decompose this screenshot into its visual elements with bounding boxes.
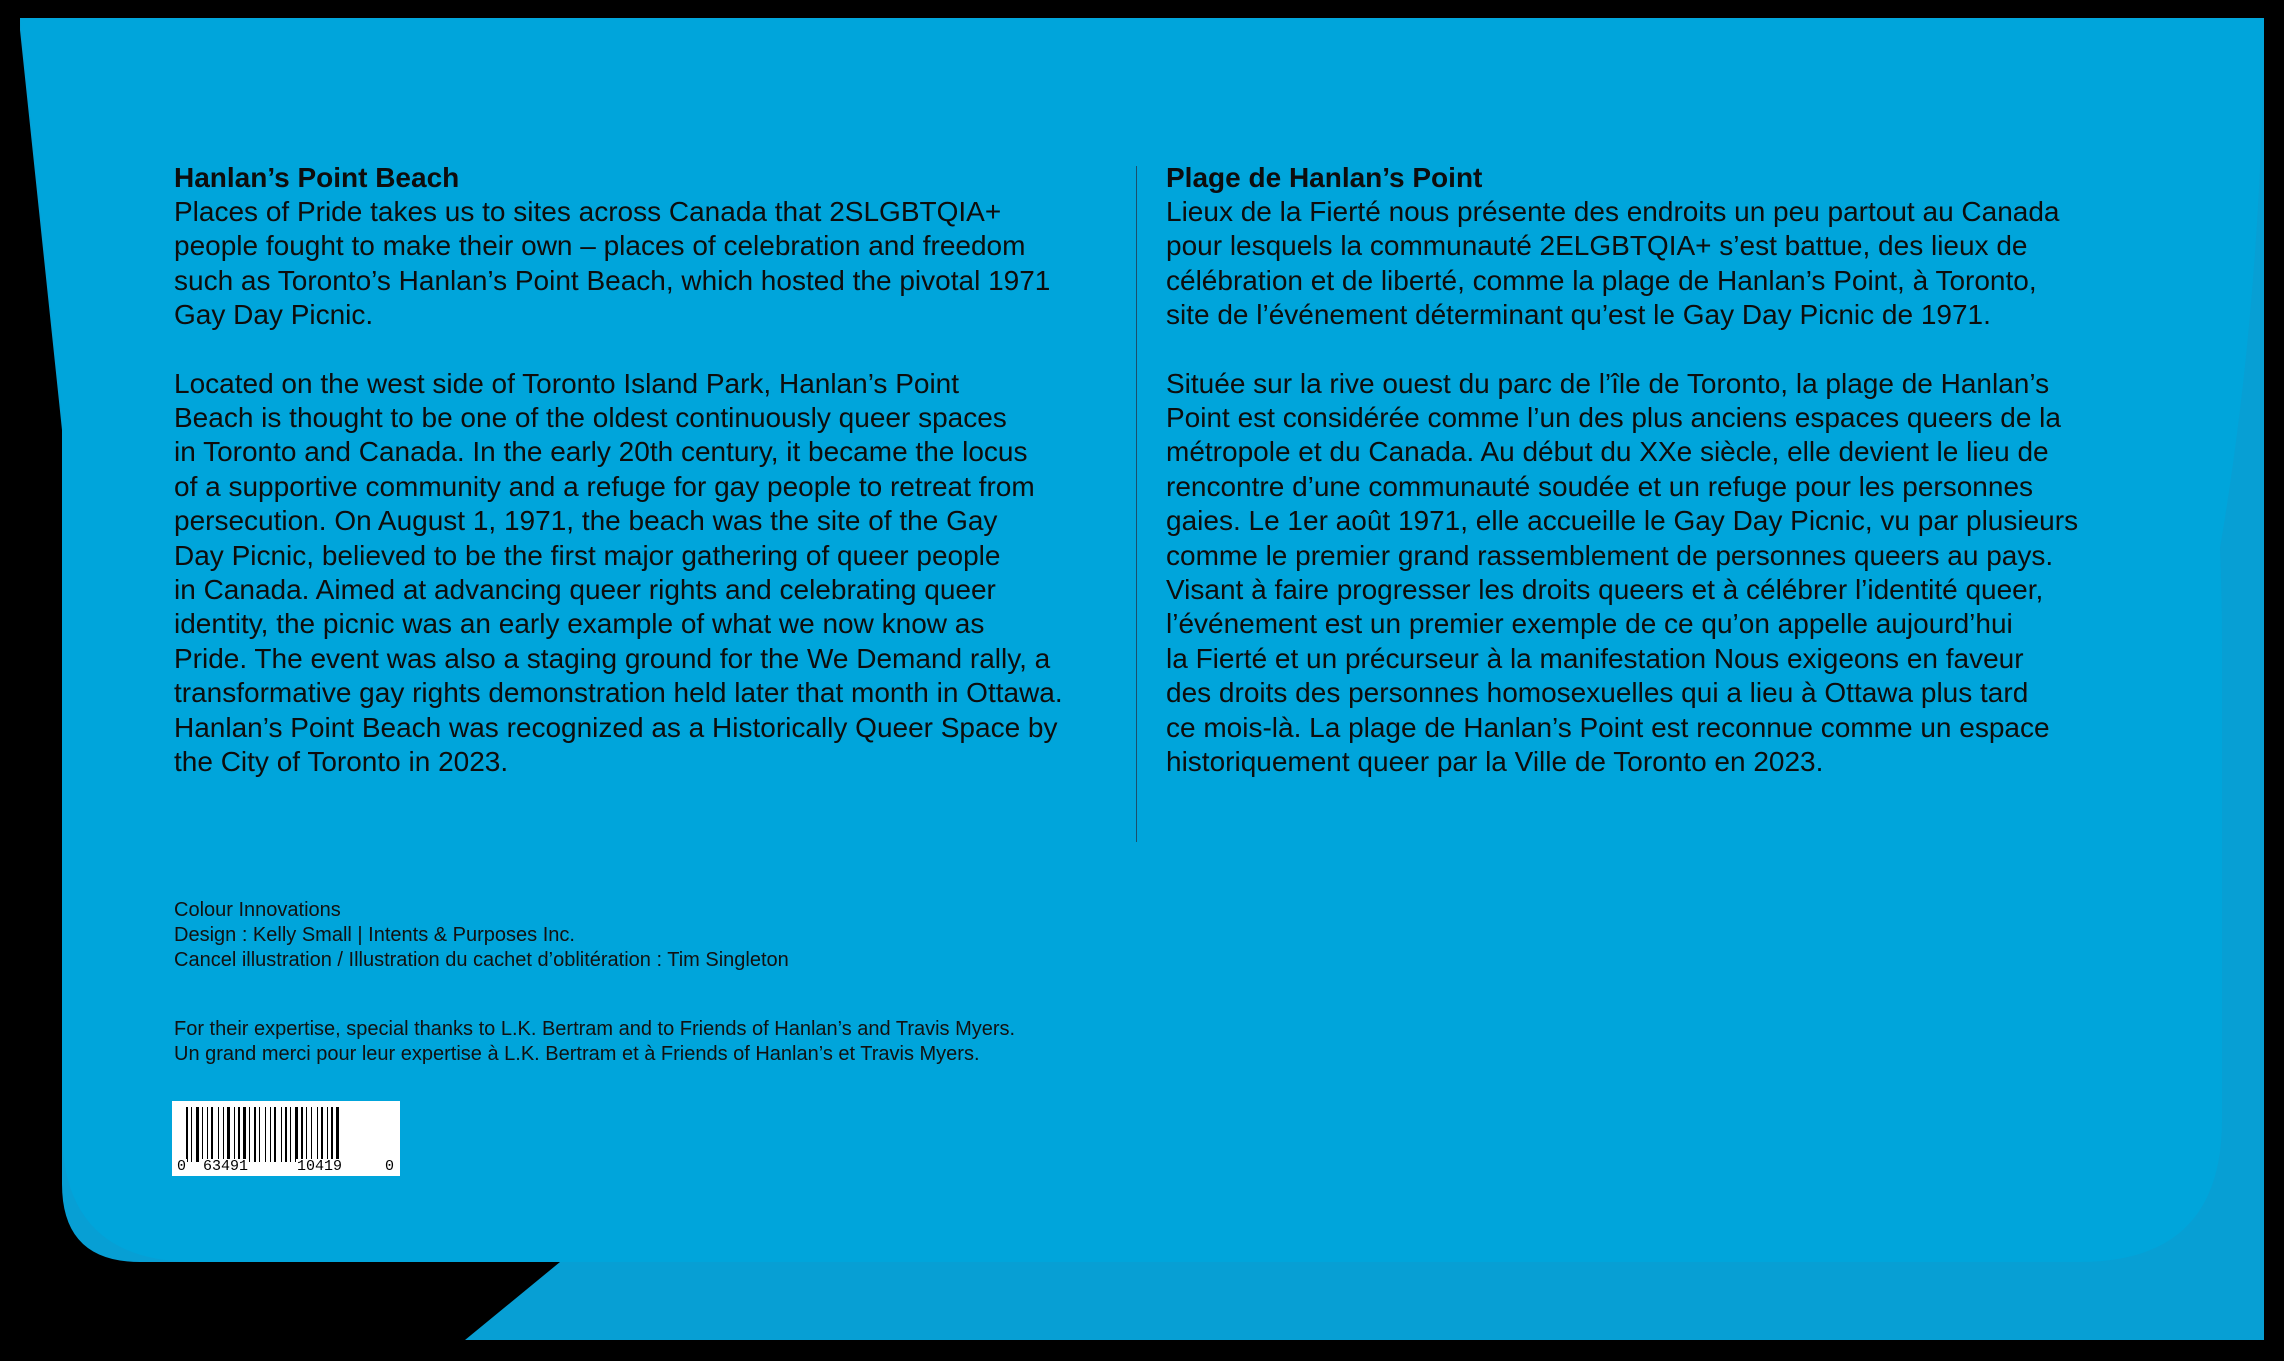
barcode-bar: [227, 1107, 230, 1162]
barcode-bar: [218, 1107, 219, 1162]
barcode-bar: [207, 1107, 208, 1162]
design-credits: Colour Innovations Design : Kelly Small | Intents & Purposes Inc. Cancel illustration / Illustration du cachet d’oblitération : Tim Singleton: [174, 899, 789, 971]
barcode-bar: [311, 1107, 312, 1162]
barcode-bar: [295, 1107, 298, 1162]
barcode-bar: [254, 1107, 256, 1162]
french-paragraph-intro: Lieux de la Fierté nous présente des endroits un peu partout au Canada pour lesquels la communauté 2ELGBTQIA+ s’est battue, des lieux de célébration et de liberté, comme la plage de Hanlan’s Point, à Toronto, site de l’événement déterminant qu’est le Gay Day Picnic de 1971.: [1166, 196, 2060, 331]
barcode-bar: [196, 1107, 199, 1162]
barcode-bar: [306, 1107, 307, 1162]
barcode-bar: [281, 1107, 282, 1162]
barcode-bar: [211, 1107, 213, 1162]
barcode-digits: [172, 1159, 400, 1175]
barcode-bar: [238, 1107, 240, 1162]
barcode-bar: [259, 1107, 260, 1162]
barcode-bar: [243, 1107, 246, 1162]
barcode-bar: [274, 1107, 276, 1162]
barcode-bar: [234, 1107, 235, 1162]
barcode-digit-right: 0: [385, 1158, 395, 1175]
barcode-bar: [285, 1107, 287, 1162]
barcode: [172, 1101, 400, 1176]
barcode-digits-group-2: 10419: [297, 1158, 343, 1175]
barcode-bar: [249, 1107, 250, 1162]
barcode-bar: [317, 1107, 318, 1162]
barcode-digits-group-1: 63491: [203, 1158, 249, 1175]
barcode-bar: [336, 1107, 339, 1162]
french-heading: Plage de Hanlan’s Point: [1166, 162, 1483, 193]
barcode-bar: [191, 1107, 192, 1162]
french-text-column: [1166, 160, 2116, 814]
barcode-bar: [290, 1107, 291, 1162]
english-paragraph-history: Located on the west side of Toronto Island Park, Hanlan’s Point Beach is thought to be one of the oldest continuously queer spaces in Toronto and Canada. In the early 20th century, it became the locus of a supportive community and a refuge for gay people to retreat from persecution. On August 1, 1971, the beach was the site of the Gay Day Picnic, believed to be the first major gathering of queer people in Canada. Aimed at advancing queer rights and celebrating queer identity, the picnic was an early example of what we now know as Pride. The event was also a staging ground for the We Demand rally, a transformative gay rights demonstration held later that month in Ottawa. Hanlan’s Point Beach was recognized as a Historically Queer Space by the City of Toronto in 2023.: [174, 367, 1063, 778]
barcode-bar: [223, 1107, 224, 1162]
barcode-bar: [301, 1107, 303, 1162]
barcode-bar: [186, 1107, 188, 1162]
acknowledgements: For their expertise, special thanks to L.K. Bertram and to Friends of Hanlan’s and Travis Myers. Un grand merci pour leur expertise à L.K. Bertram et à Friends of Hanlan’s et Travis Myers.: [174, 1018, 1016, 1065]
english-text-column: [174, 160, 1114, 814]
barcode-bar: [331, 1107, 333, 1162]
barcode-bar: [202, 1107, 203, 1162]
barcode-bar: [321, 1107, 323, 1162]
barcode-bar: [327, 1107, 328, 1162]
barcode-digit-left: 0: [177, 1158, 187, 1175]
french-paragraph-history: Située sur la rive ouest du parc de l’île de Toronto, la plage de Hanlan’s Point est considérée comme l’un des plus anciens espaces queers de la métropole et du Canada. Au début du XXe siècle, elle devient le lieu de rencontre d’une communauté soudée et un refuge pour les personnes gaies. Le 1er août 1971, elle accueille le Gay Day Picnic, vu par plusieurs comme le premier grand rassemblement de personnes queers au pays. Visant à faire progresser les droits queers et à célébrer l’identité queer, l’événement est un premier exemple de ce qu’on appelle aujourd’hui la Fierté et un précurseur à la manifestation Nous exigeons en faveur des droits des personnes homosexuelles qui a lieu à Ottawa plus tard ce mois-là. La plage de Hanlan’s Point est reconnue comme un espace historiquement queer par la Ville de Toronto en 2023.: [1166, 367, 2079, 778]
english-paragraph-intro: Places of Pride takes us to sites across Canada that 2SLGBTQIA+ people fought to make their own – places of celebration and freedom such as Toronto’s Hanlan’s Point Beach, which hosted the pivotal 1971 Gay Day Picnic.: [174, 196, 1051, 331]
english-heading: Hanlan’s Point Beach: [174, 162, 460, 193]
barcode-bar: [265, 1107, 266, 1162]
barcode-bar: [270, 1107, 271, 1162]
column-divider: [1136, 166, 1137, 842]
